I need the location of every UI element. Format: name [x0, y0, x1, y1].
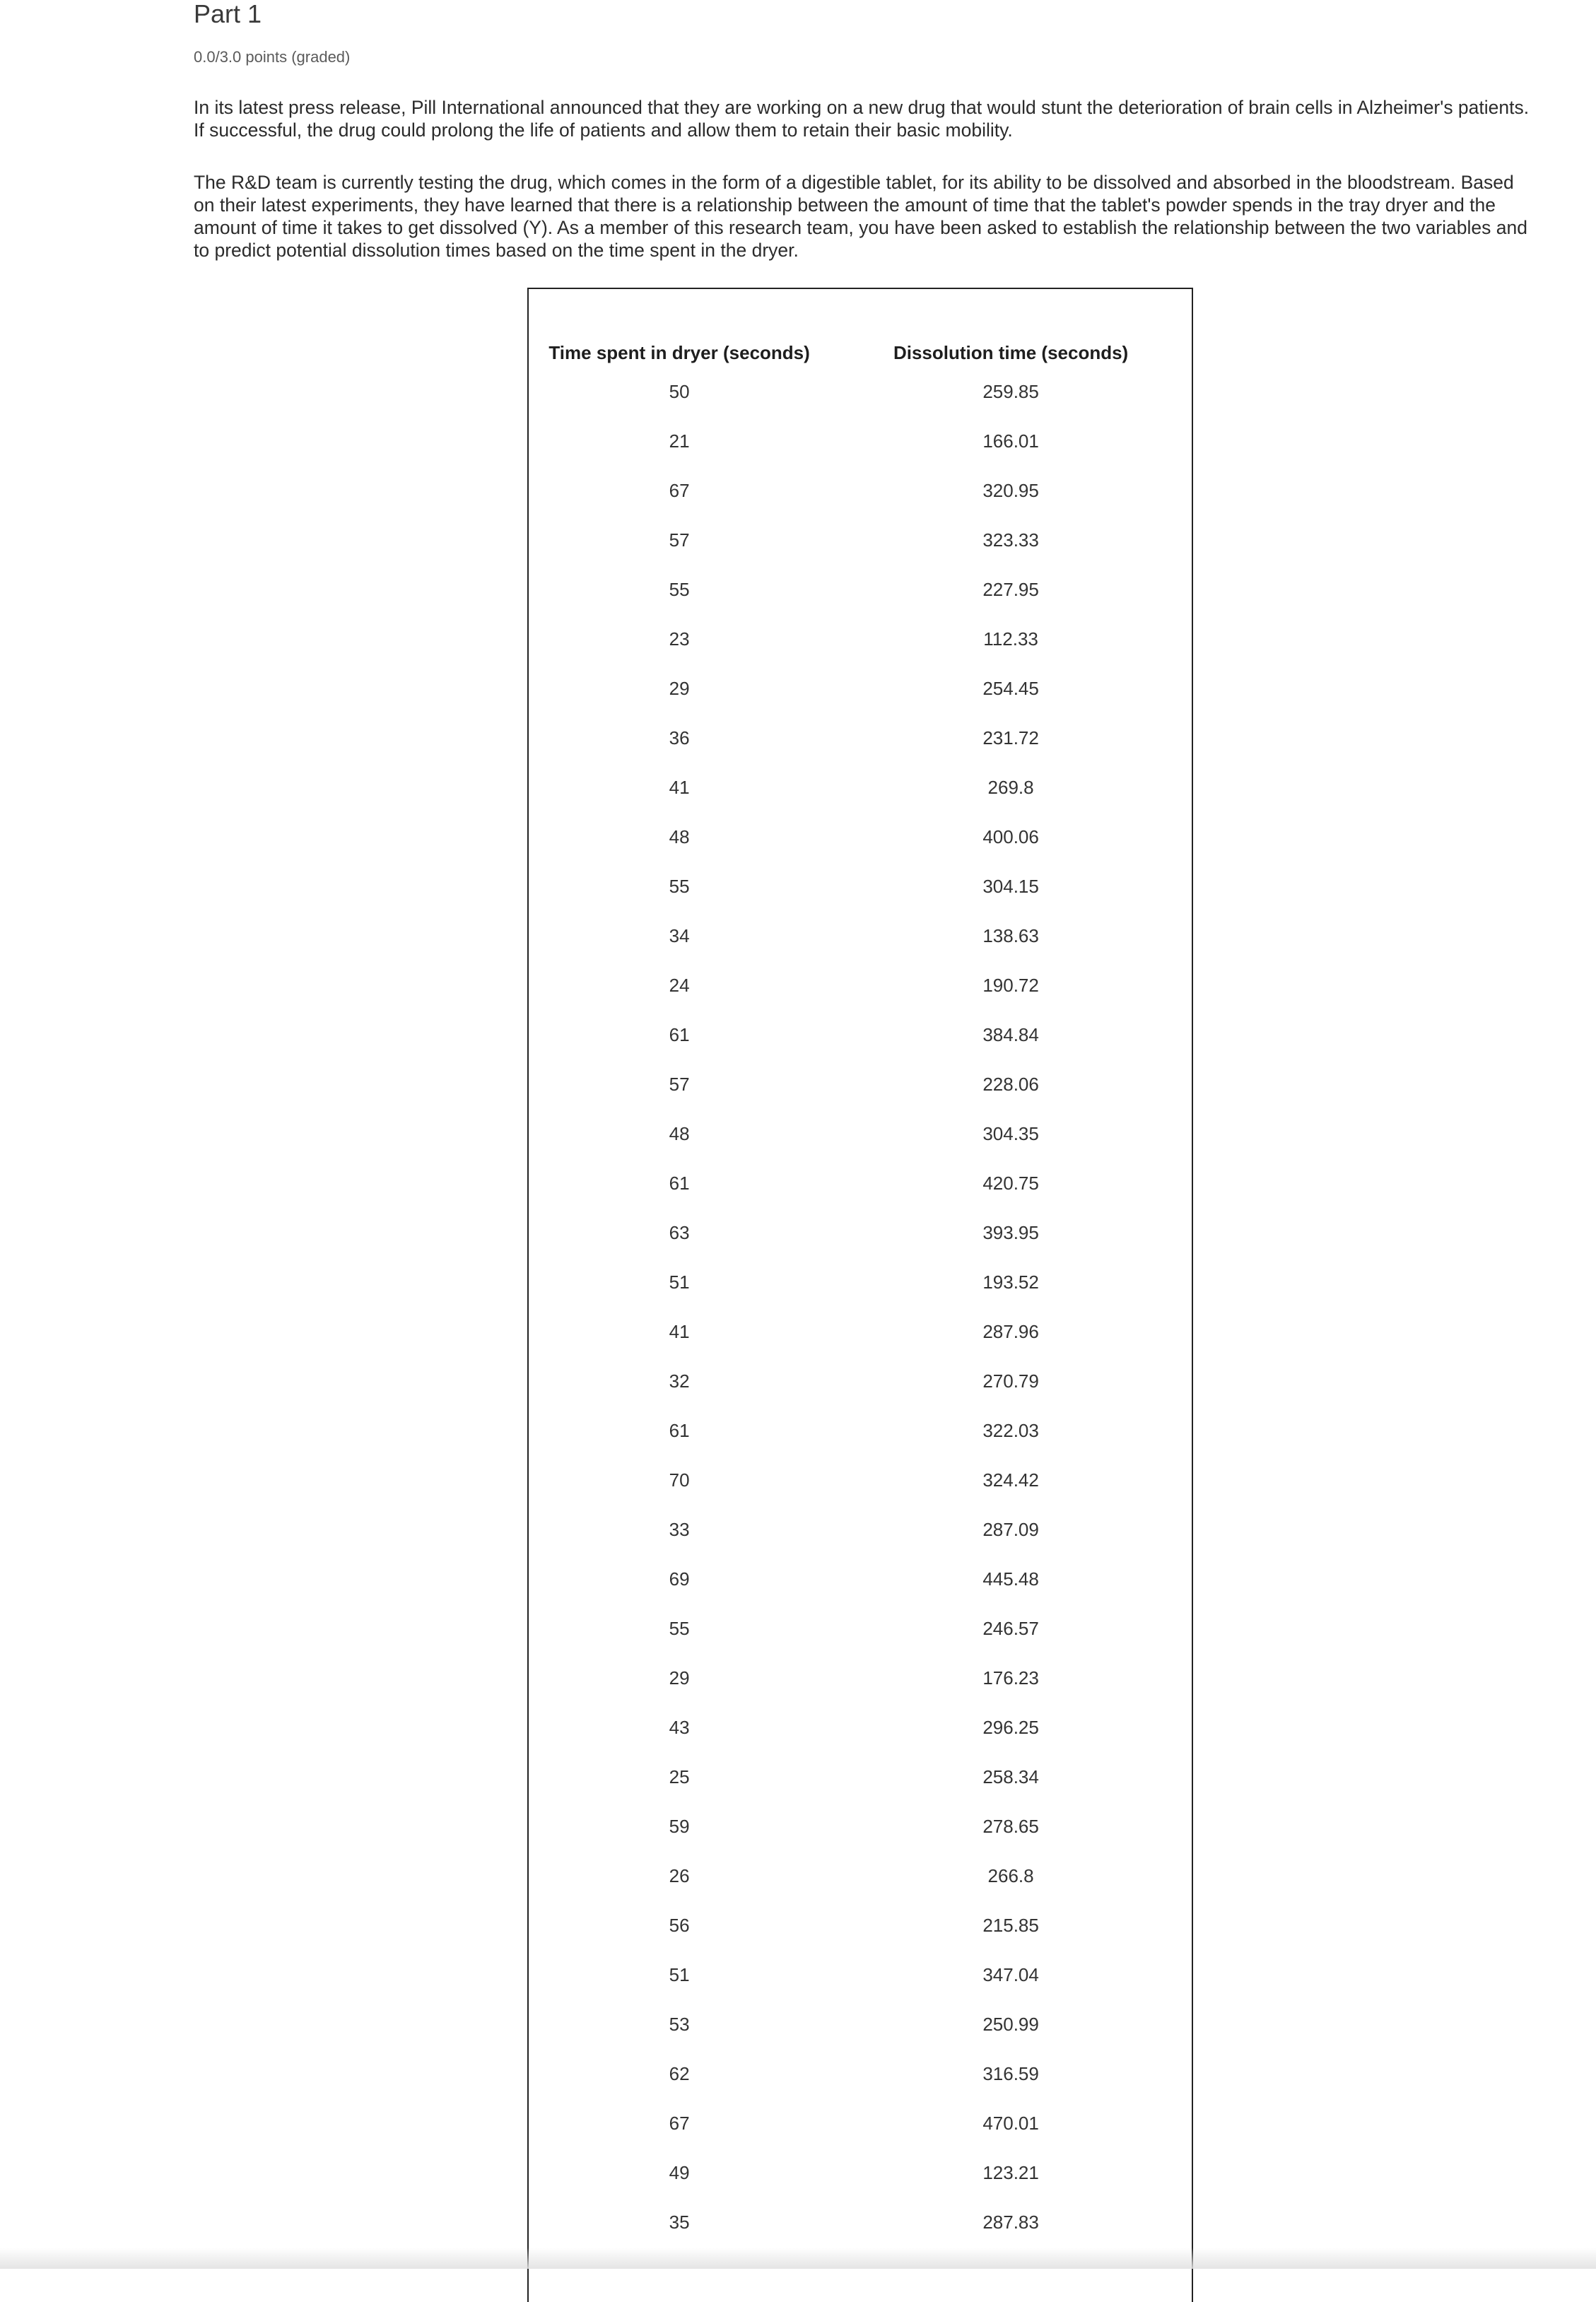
cell-time-in-dryer: 56: [669, 1914, 690, 1936]
cell-time-in-dryer: 62: [669, 2062, 690, 2084]
cell-dissolution-time: 250.99: [982, 2013, 1039, 2035]
cell-time-in-dryer: 55: [669, 1617, 690, 1639]
table-row: [529, 2049, 1192, 2098]
header-time-in-dryer: Time spent in dryer (seconds): [548, 341, 810, 363]
cell-time-in-dryer: 29: [669, 677, 690, 699]
cell-dissolution-time: 270.79: [982, 1370, 1039, 1392]
cell-dissolution-time: 287.96: [982, 1320, 1039, 1342]
cell-dissolution-time: 420.75: [982, 1172, 1039, 1194]
table-row: [529, 961, 1192, 1010]
table-row: [529, 1604, 1192, 1653]
cell-dissolution-time: 123.21: [982, 2161, 1039, 2183]
table-row: [529, 1208, 1192, 1257]
cell-time-in-dryer: 59: [669, 1815, 690, 1837]
table-row: [529, 1356, 1192, 1406]
cell-time-in-dryer: 67: [669, 479, 690, 501]
header-dissolution-time: Dissolution time (seconds): [893, 341, 1129, 363]
cell-dissolution-time: 400.06: [982, 826, 1039, 847]
cell-dissolution-time: 176.23: [982, 1667, 1039, 1689]
cell-dissolution-time: 166.01: [982, 430, 1039, 452]
cell-dissolution-time: 323.33: [982, 529, 1039, 551]
table-row: [529, 1554, 1192, 1604]
cell-dissolution-time: 304.15: [982, 875, 1039, 897]
data-table-container: [527, 288, 1193, 2302]
table-row: [529, 367, 1192, 416]
table-row: [529, 1109, 1192, 1158]
cell-time-in-dryer: 51: [669, 1271, 690, 1293]
table-row: [529, 1455, 1192, 1505]
cell-time-in-dryer: 48: [669, 826, 690, 847]
cell-time-in-dryer: 50: [669, 380, 690, 402]
scroll-fade: [0, 2248, 1596, 2269]
cell-dissolution-time: 393.95: [982, 1221, 1039, 1243]
cell-dissolution-time: 258.34: [982, 1766, 1039, 1787]
cell-dissolution-time: 254.45: [982, 677, 1039, 699]
cell-dissolution-time: 316.59: [982, 2062, 1039, 2084]
cell-dissolution-time: 470.01: [982, 2112, 1039, 2134]
cell-time-in-dryer: 43: [669, 1716, 690, 1738]
cell-dissolution-time: 193.52: [982, 1271, 1039, 1293]
table-row: [529, 812, 1192, 862]
data-table: [529, 339, 1192, 2247]
cell-time-in-dryer: 26: [669, 1864, 690, 1886]
table-row: [529, 1802, 1192, 1851]
cell-dissolution-time: 324.42: [982, 1469, 1039, 1491]
cell-dissolution-time: 269.8: [987, 776, 1034, 798]
table-row: [529, 1752, 1192, 1802]
cell-dissolution-time: 278.65: [982, 1815, 1039, 1837]
cell-dissolution-time: 138.63: [982, 924, 1039, 946]
cell-time-in-dryer: 55: [669, 875, 690, 897]
cell-time-in-dryer: 61: [669, 1419, 690, 1441]
cell-dissolution-time: 322.03: [982, 1419, 1039, 1441]
cell-dissolution-time: 304.35: [982, 1122, 1039, 1144]
cell-time-in-dryer: 63: [669, 1221, 690, 1243]
cell-dissolution-time: 112.33: [983, 628, 1038, 650]
cell-dissolution-time: 296.25: [982, 1716, 1039, 1738]
part-title: Part 1: [194, 0, 262, 28]
cell-time-in-dryer: 34: [669, 924, 690, 946]
cell-time-in-dryer: 33: [669, 1518, 690, 1540]
table-row: [529, 664, 1192, 713]
intro-paragraph: In its latest press release, Pill International announced that they are working on a new drug that would stunt the deterioration of brain cells in Alzheimer's patients. If successful, the drug could prolong the life of patients and allow them to retain their basic mobility.: [194, 97, 1530, 141]
cell-dissolution-time: 347.04: [982, 1963, 1039, 1985]
cell-time-in-dryer: 61: [669, 1023, 690, 1045]
table-row: [529, 713, 1192, 763]
table-row: [529, 1653, 1192, 1703]
cell-dissolution-time: 259.85: [982, 380, 1039, 402]
table-row: [529, 1010, 1192, 1059]
table-row: [529, 862, 1192, 911]
table-row: [529, 1505, 1192, 1554]
cell-dissolution-time: 231.72: [982, 727, 1039, 748]
cell-time-in-dryer: 41: [669, 776, 690, 798]
table-row: [529, 1950, 1192, 1999]
table-row: [529, 1999, 1192, 2049]
table-row: [529, 1059, 1192, 1109]
cell-dissolution-time: 215.85: [982, 1914, 1039, 1936]
cell-time-in-dryer: 35: [669, 2211, 690, 2233]
table-row: [529, 1307, 1192, 1356]
table-row: [529, 466, 1192, 515]
cell-dissolution-time: 228.06: [982, 1073, 1039, 1095]
cell-time-in-dryer: 48: [669, 1122, 690, 1144]
table-row: [529, 2197, 1192, 2247]
table-row: [529, 416, 1192, 466]
table-body: [529, 367, 1192, 2247]
cell-time-in-dryer: 49: [669, 2161, 690, 2183]
cell-dissolution-time: 320.95: [982, 479, 1039, 501]
cell-time-in-dryer: 53: [669, 2013, 690, 2035]
cell-dissolution-time: 246.57: [982, 1617, 1039, 1639]
cell-dissolution-time: 287.83: [982, 2211, 1039, 2233]
cell-time-in-dryer: 41: [669, 1320, 690, 1342]
table-header-row: [529, 339, 1192, 367]
cell-dissolution-time: 287.09: [982, 1518, 1039, 1540]
cell-time-in-dryer: 69: [669, 1568, 690, 1590]
cell-time-in-dryer: 23: [669, 628, 690, 650]
table-row: [529, 565, 1192, 614]
table-row: [529, 763, 1192, 812]
cell-time-in-dryer: 24: [669, 974, 690, 996]
cell-dissolution-time: 227.95: [982, 578, 1039, 600]
cell-dissolution-time: 266.8: [987, 1864, 1034, 1886]
cell-time-in-dryer: 21: [669, 430, 690, 452]
task-paragraph: The R&D team is currently testing the drug, which comes in the form of a digestible tablet, for its ability to be dissolved and absorbed in the bloodstream. Based on their latest experiments, they have learned that there is a relationship between the amount of time that the tablet's powder spends in the tray dryer and the amount of time it takes to get dissolved (Y). As a member of this research team, you have been asked to establish the relationship between the two variables and to predict potential dissolution times based on the time spent in the dryer.: [194, 172, 1527, 261]
table-row: [529, 614, 1192, 664]
cell-time-in-dryer: 67: [669, 2112, 690, 2134]
table-row: [529, 1158, 1192, 1208]
cell-dissolution-time: 384.84: [982, 1023, 1039, 1045]
table-row: [529, 1703, 1192, 1752]
cell-time-in-dryer: 32: [669, 1370, 690, 1392]
cell-time-in-dryer: 51: [669, 1963, 690, 1985]
table-row: [529, 515, 1192, 565]
cell-time-in-dryer: 57: [669, 529, 690, 551]
table-row: [529, 911, 1192, 961]
cell-time-in-dryer: 29: [669, 1667, 690, 1689]
table-row: [529, 1406, 1192, 1455]
cell-dissolution-time: 190.72: [982, 974, 1039, 996]
cell-dissolution-time: 445.48: [982, 1568, 1039, 1590]
cell-time-in-dryer: 61: [669, 1172, 690, 1194]
cell-time-in-dryer: 36: [669, 727, 690, 748]
table-row: [529, 2098, 1192, 2148]
points-status: 0.0/3.0 points (graded): [194, 48, 351, 66]
table-row: [529, 1901, 1192, 1950]
cell-time-in-dryer: 55: [669, 578, 690, 600]
cell-time-in-dryer: 57: [669, 1073, 690, 1095]
table-row: [529, 2148, 1192, 2197]
cell-time-in-dryer: 25: [669, 1766, 690, 1787]
table-row: [529, 1257, 1192, 1307]
cell-time-in-dryer: 70: [669, 1469, 690, 1491]
table-row: [529, 1851, 1192, 1901]
